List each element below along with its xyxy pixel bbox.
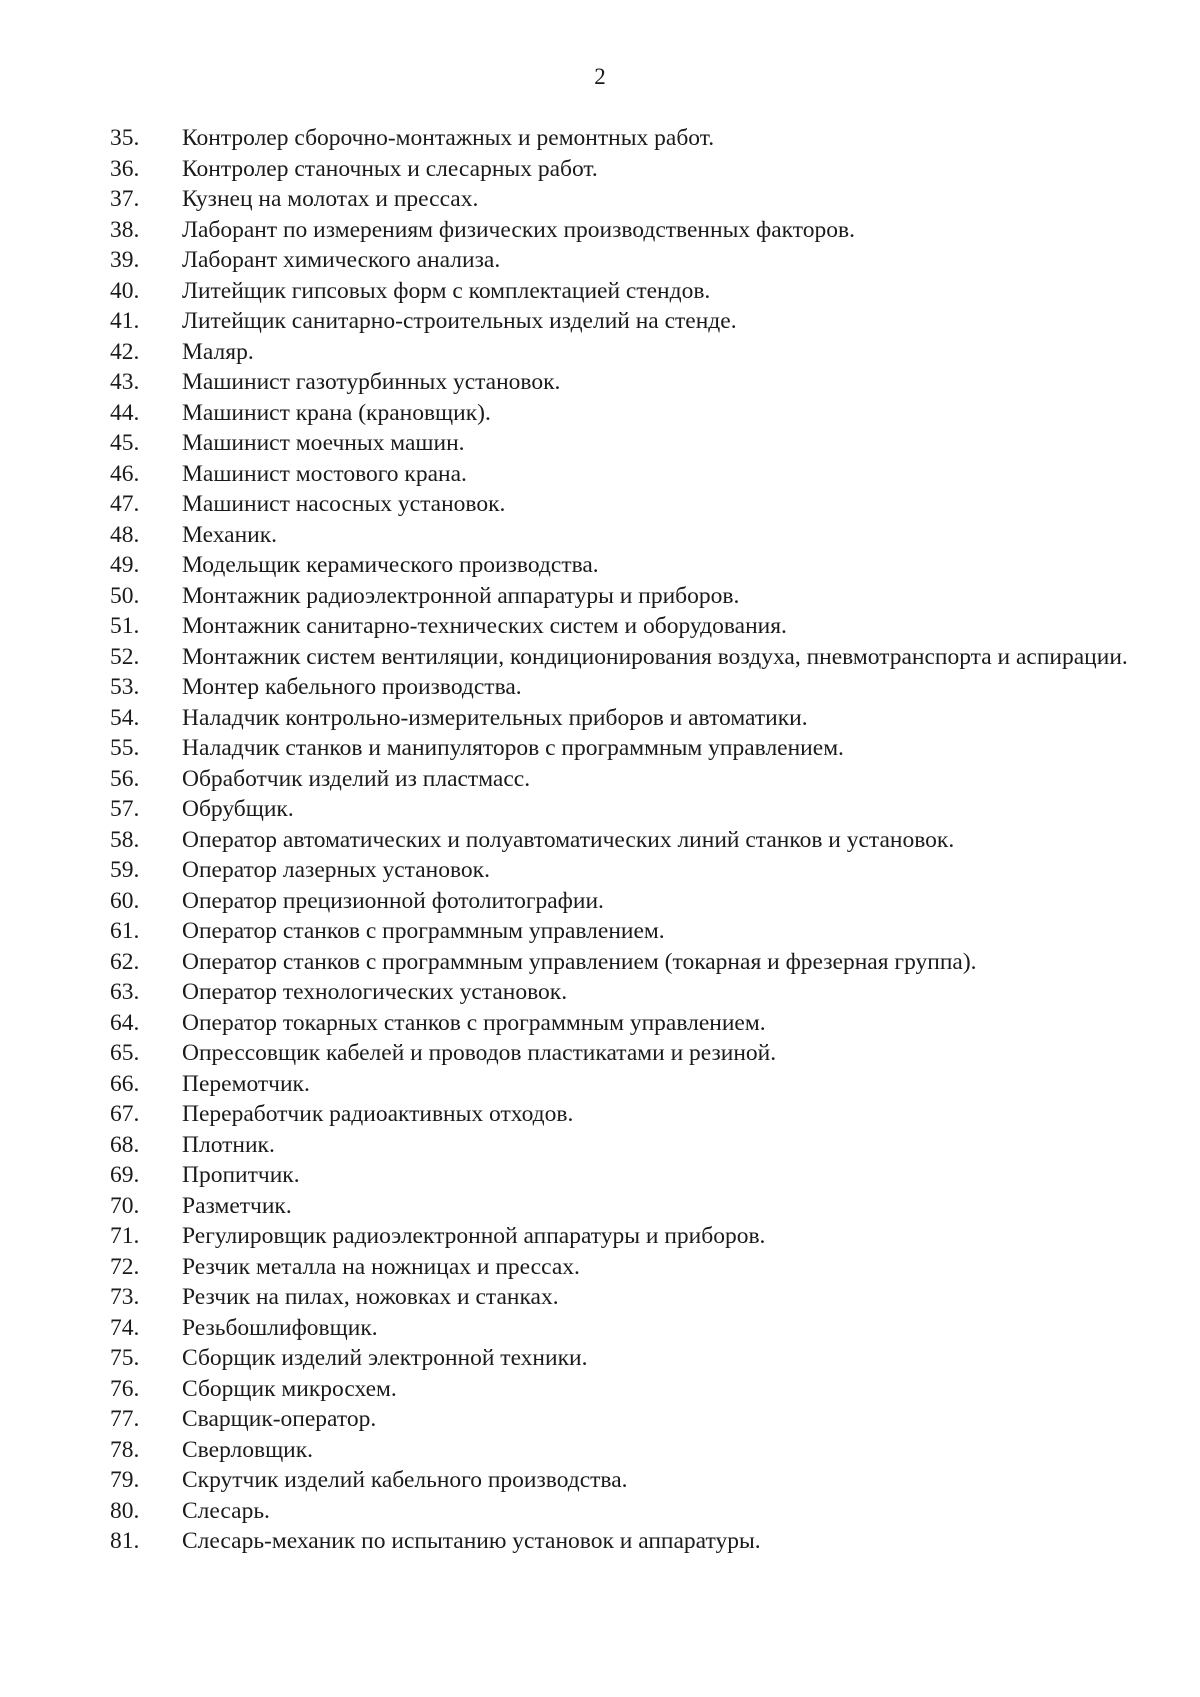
list-item bbox=[110, 520, 1150, 551]
item-text: Резчик на пилах, ножовках и станках. bbox=[182, 1284, 559, 1310]
list-item bbox=[110, 337, 1150, 368]
item-number: 59. bbox=[110, 857, 140, 883]
item-text: Пропитчик. bbox=[182, 1162, 300, 1188]
list-item bbox=[110, 215, 1150, 246]
list-item bbox=[110, 1313, 1150, 1344]
item-number: 41. bbox=[110, 308, 140, 334]
list-item bbox=[110, 550, 1150, 581]
item-text: Модельщик керамического производства. bbox=[182, 552, 599, 578]
item-text: Контролер станочных и слесарных работ. bbox=[182, 155, 598, 182]
item-text: Оператор технологических установок. bbox=[182, 979, 568, 1005]
list-item bbox=[110, 886, 1150, 917]
item-number: 81. bbox=[110, 1528, 140, 1554]
list-item bbox=[110, 825, 1150, 856]
item-text: Сверловщик. bbox=[182, 1436, 314, 1463]
item-number: 50. bbox=[110, 582, 140, 609]
list-item bbox=[110, 1038, 1150, 1069]
item-text: Кузнец на молотах и прессах. bbox=[182, 186, 479, 212]
list-item bbox=[110, 764, 1150, 795]
item-text: Сварщик-оператор. bbox=[182, 1406, 377, 1432]
item-text: Машинист моечных машин. bbox=[182, 430, 465, 456]
item-text: Наладчик контрольно-измерительных приборов и автоматики. bbox=[182, 704, 808, 731]
item-text: Оператор прецизионной фотолитографии. bbox=[182, 887, 604, 914]
item-text: Слесарь-механик по испытанию установок и аппаратуры. bbox=[182, 1528, 761, 1554]
list-item bbox=[110, 1252, 1150, 1283]
item-number: 73. bbox=[110, 1284, 140, 1310]
item-text: Наладчик станков и манипуляторов с программным управлением. bbox=[182, 735, 844, 761]
list-item bbox=[110, 733, 1150, 764]
item-number: 69. bbox=[110, 1162, 140, 1188]
item-text: Сборщик микросхем. bbox=[182, 1375, 397, 1402]
list-item bbox=[110, 123, 1150, 154]
item-number: 53. bbox=[110, 674, 140, 700]
list-item bbox=[110, 428, 1150, 459]
item-text: Монтажник санитарно-технических систем и оборудования. bbox=[182, 613, 787, 639]
item-number: 66. bbox=[110, 1070, 140, 1097]
item-text: Оператор станков с программным управлением. bbox=[182, 918, 665, 944]
item-text: Скрутчик изделий кабельного производства. bbox=[182, 1467, 628, 1493]
item-text: Оператор токарных станков с программным управлением. bbox=[182, 1009, 766, 1036]
item-text: Обработчик изделий из пластмасс. bbox=[182, 765, 531, 792]
item-number: 46. bbox=[110, 460, 140, 487]
item-number: 65. bbox=[110, 1040, 140, 1066]
item-number: 47. bbox=[110, 491, 140, 517]
occupation-list bbox=[110, 123, 1150, 1557]
item-number: 76. bbox=[110, 1375, 140, 1402]
list-item bbox=[110, 245, 1150, 276]
item-number: 61. bbox=[110, 918, 140, 944]
item-number: 62. bbox=[110, 948, 140, 975]
item-text: Литейщик гипсовых форм с комплектацией стендов. bbox=[182, 277, 711, 304]
list-item bbox=[110, 1526, 1150, 1557]
item-text: Оператор лазерных установок. bbox=[182, 857, 490, 883]
item-number: 36. bbox=[110, 155, 140, 182]
item-number: 35. bbox=[110, 125, 140, 151]
list-item bbox=[110, 947, 1150, 978]
item-number: 68. bbox=[110, 1131, 140, 1158]
item-text: Монтер кабельного производства. bbox=[182, 674, 522, 700]
item-text: Монтажник систем вентиляции, кондиционирования воздуха, пневмотранспорта и аспирации. bbox=[182, 643, 1128, 670]
item-number: 58. bbox=[110, 826, 140, 853]
list-item bbox=[110, 703, 1150, 734]
item-number: 63. bbox=[110, 979, 140, 1005]
list-item bbox=[110, 276, 1150, 307]
list-item bbox=[110, 154, 1150, 185]
item-text: Переработчик радиоактивных отходов. bbox=[182, 1101, 574, 1127]
item-number: 44. bbox=[110, 399, 140, 426]
list-item bbox=[110, 184, 1150, 215]
item-text: Резьбошлифовщик. bbox=[182, 1314, 378, 1341]
item-number: 56. bbox=[110, 765, 140, 792]
item-number: 37. bbox=[110, 186, 140, 212]
list-item bbox=[110, 1191, 1150, 1222]
item-number: 45. bbox=[110, 430, 140, 456]
list-item bbox=[110, 977, 1150, 1008]
item-text: Лаборант по измерениям физических производственных факторов. bbox=[182, 216, 855, 243]
list-item bbox=[110, 672, 1150, 703]
item-number: 40. bbox=[110, 277, 140, 304]
item-text: Контролер сборочно-монтажных и ремонтных работ. bbox=[182, 125, 715, 151]
item-text: Машинист газотурбинных установок. bbox=[182, 369, 561, 395]
item-text: Маляр. bbox=[182, 338, 254, 365]
item-text: Литейщик санитарно-строительных изделий на стенде. bbox=[182, 308, 737, 334]
item-text: Перемотчик. bbox=[182, 1070, 310, 1097]
item-number: 74. bbox=[110, 1314, 140, 1341]
list-item bbox=[110, 459, 1150, 490]
item-number: 71. bbox=[110, 1223, 140, 1249]
item-text: Монтажник радиоэлектронной аппаратуры и приборов. bbox=[182, 582, 740, 609]
list-item bbox=[110, 1404, 1150, 1435]
list-item bbox=[110, 581, 1150, 612]
list-item bbox=[110, 398, 1150, 429]
item-number: 48. bbox=[110, 521, 140, 548]
list-item bbox=[110, 611, 1150, 642]
item-text: Механик. bbox=[182, 521, 278, 548]
item-number: 38. bbox=[110, 216, 140, 243]
list-item bbox=[110, 1221, 1150, 1252]
list-item bbox=[110, 855, 1150, 886]
item-number: 72. bbox=[110, 1253, 140, 1280]
list-item bbox=[110, 1282, 1150, 1313]
item-number: 78. bbox=[110, 1436, 140, 1463]
list-item bbox=[110, 916, 1150, 947]
list-item bbox=[110, 1069, 1150, 1100]
item-number: 70. bbox=[110, 1192, 140, 1219]
list-item bbox=[110, 1008, 1150, 1039]
item-text: Резчик металла на ножницах и прессах. bbox=[182, 1253, 580, 1280]
item-number: 64. bbox=[110, 1009, 140, 1036]
item-text: Опрессовщик кабелей и проводов пластикатами и резиной. bbox=[182, 1040, 777, 1066]
page-number: 2 bbox=[594, 64, 606, 89]
list-item bbox=[110, 1160, 1150, 1191]
item-text: Разметчик. bbox=[182, 1192, 292, 1219]
item-text: Лаборант химического анализа. bbox=[182, 247, 501, 273]
list-item bbox=[110, 367, 1150, 398]
item-number: 39. bbox=[110, 247, 140, 273]
list-item bbox=[110, 489, 1150, 520]
item-text: Обрубщик. bbox=[182, 796, 294, 822]
list-item bbox=[110, 1496, 1150, 1527]
item-text: Сборщик изделий электронной техники. bbox=[182, 1345, 588, 1371]
item-text: Машинист крана (крановщик). bbox=[182, 399, 491, 426]
item-number: 79. bbox=[110, 1467, 140, 1493]
list-item bbox=[110, 1435, 1150, 1466]
list-item bbox=[110, 794, 1150, 825]
list-item bbox=[110, 642, 1150, 673]
item-text: Оператор автоматических и полуавтоматических линий станков и установок. bbox=[182, 826, 955, 853]
item-text: Машинист насосных установок. bbox=[182, 491, 506, 517]
list-item bbox=[110, 1465, 1150, 1496]
item-number: 57. bbox=[110, 796, 140, 822]
item-number: 52. bbox=[110, 643, 140, 670]
item-number: 51. bbox=[110, 613, 140, 639]
item-number: 75. bbox=[110, 1345, 140, 1371]
item-text: Слесарь. bbox=[182, 1497, 270, 1524]
item-number: 49. bbox=[110, 552, 140, 578]
list-item bbox=[110, 306, 1150, 337]
list-item bbox=[110, 1343, 1150, 1374]
item-number: 55. bbox=[110, 735, 140, 761]
item-text: Регулировщик радиоэлектронной аппаратуры и приборов. bbox=[182, 1223, 766, 1249]
item-number: 67. bbox=[110, 1101, 140, 1127]
item-text: Оператор станков с программным управлением (токарная и фрезерная группа). bbox=[182, 948, 977, 975]
list-item bbox=[110, 1130, 1150, 1161]
item-number: 43. bbox=[110, 369, 140, 395]
item-text: Машинист мостового крана. bbox=[182, 460, 467, 487]
list-item bbox=[110, 1099, 1150, 1130]
item-number: 42. bbox=[110, 338, 140, 365]
item-number: 80. bbox=[110, 1497, 140, 1524]
item-number: 77. bbox=[110, 1406, 140, 1432]
item-text: Плотник. bbox=[182, 1131, 275, 1158]
item-number: 60. bbox=[110, 887, 140, 914]
item-number: 54. bbox=[110, 704, 140, 731]
list-item bbox=[110, 1374, 1150, 1405]
